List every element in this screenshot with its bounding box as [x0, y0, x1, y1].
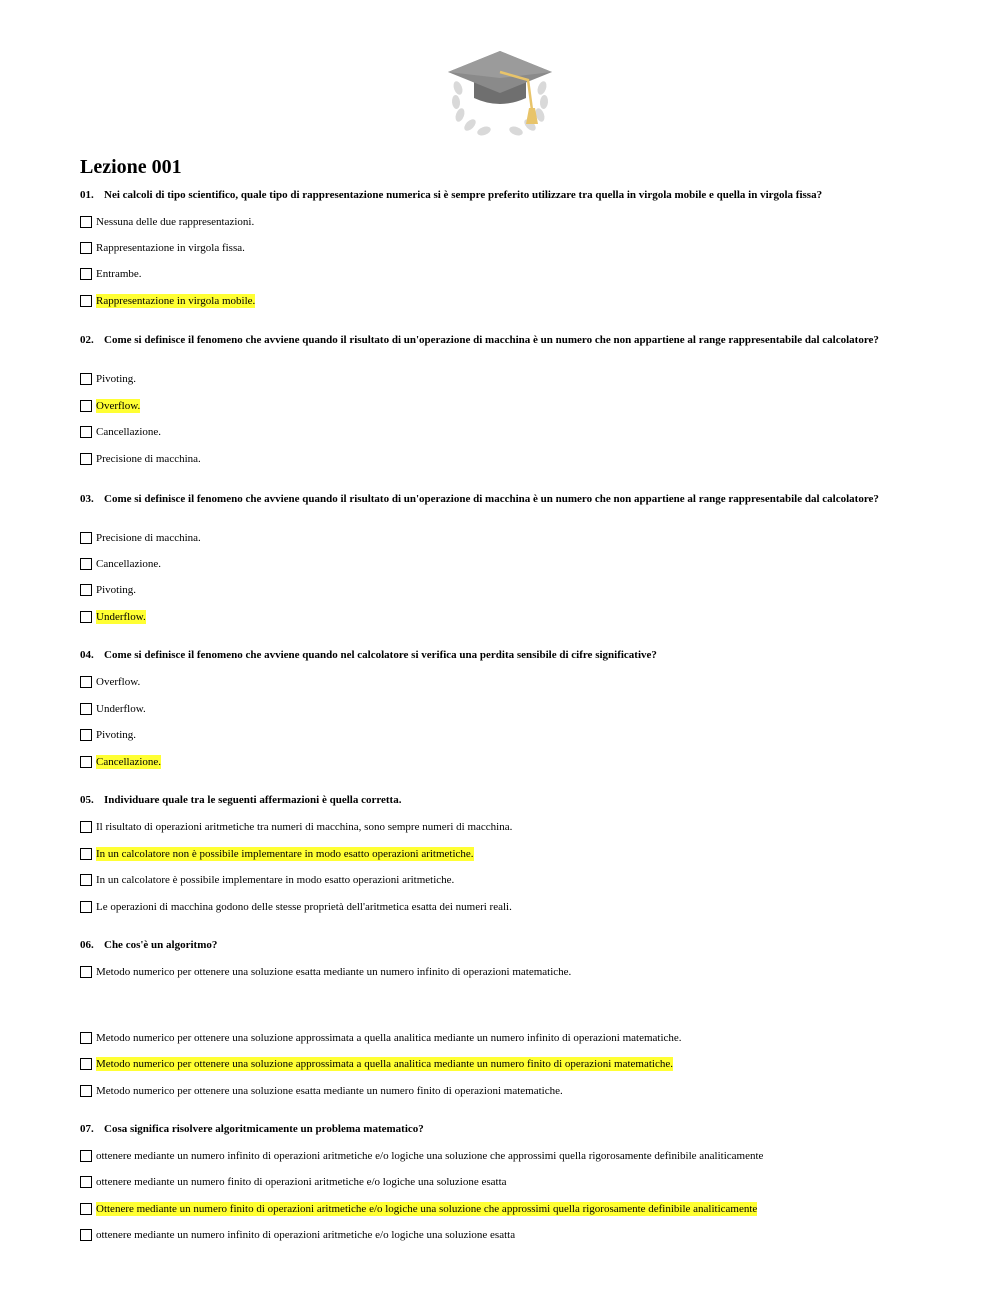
- question-7: [80, 1122, 920, 1245]
- answer-label: Underflow.: [96, 703, 146, 715]
- question-number: 02.: [80, 334, 94, 346]
- answer-checkbox[interactable]: [80, 1176, 92, 1188]
- answer-option[interactable]: [80, 819, 512, 835]
- answer-label: Precisione di macchina.: [96, 532, 201, 544]
- answer-option[interactable]: [80, 451, 201, 467]
- answer-checkbox[interactable]: [80, 268, 92, 280]
- answer-label: Entrambe.: [96, 268, 142, 280]
- answer-checkbox[interactable]: [80, 1150, 92, 1162]
- question-number: 04.: [80, 649, 94, 661]
- question-body: Individuare quale tra le seguenti affermazioni è quella corretta.: [104, 794, 402, 806]
- answer-label: ottenere mediante un numero infinito di operazioni aritmetiche e/o logiche una soluzione che approssimi quella rigorosamente definibile analiticamente: [96, 1150, 764, 1162]
- answer-label: Cancellazione.: [96, 558, 162, 570]
- answer-option[interactable]: [80, 609, 146, 625]
- answer-option[interactable]: [80, 674, 140, 690]
- answer-checkbox[interactable]: [80, 821, 92, 833]
- question-text: [80, 333, 920, 347]
- answer-checkbox[interactable]: [80, 729, 92, 741]
- answer-label-correct: Cancellazione.: [96, 756, 162, 768]
- answer-option[interactable]: [80, 266, 142, 282]
- question-number: 07.: [80, 1123, 94, 1135]
- question-body: Come si definisce il fenomeno che avviene quando il risultato di un'operazione di macchina è un numero che non appartiene al range rappresentabile dal calcolatore?: [104, 493, 879, 505]
- answer-label: Le operazioni di macchina godono delle stesse proprietà dell'aritmetica esatta dei numeri reali.: [96, 901, 512, 913]
- question-1: [80, 188, 920, 311]
- question-text: [80, 1122, 920, 1136]
- answer-option[interactable]: [80, 293, 255, 309]
- answer-label: Cancellazione.: [96, 426, 162, 438]
- answer-option[interactable]: [80, 214, 254, 230]
- answer-option[interactable]: [80, 240, 245, 256]
- answer-label: Metodo numerico per ottenere una soluzione approssimata a quella analitica mediante un numero infinito di operazioni matematiche.: [96, 1032, 682, 1044]
- answer-checkbox[interactable]: [80, 676, 92, 688]
- answer-option[interactable]: [80, 556, 161, 572]
- answer-option[interactable]: [80, 899, 512, 915]
- answer-option[interactable]: [80, 530, 201, 546]
- answer-checkbox[interactable]: [80, 373, 92, 385]
- answer-checkbox[interactable]: [80, 532, 92, 544]
- answer-option[interactable]: [80, 1174, 507, 1190]
- question-body: Nei calcoli di tipo scientifico, quale tipo di rappresentazione numerica si è sempre preferito utilizzare tra quella in virgola mobile e quella in virgola fissa?: [104, 189, 823, 201]
- answer-checkbox[interactable]: [80, 584, 92, 596]
- question-text: [80, 648, 920, 662]
- answer-checkbox[interactable]: [80, 400, 92, 412]
- answer-label: In un calcolatore è possibile implementare in modo esatto operazioni aritmetiche.: [96, 874, 455, 886]
- answer-label: Overflow.: [96, 676, 141, 688]
- question-4: [80, 648, 920, 772]
- question-text: [80, 492, 920, 506]
- answer-checkbox[interactable]: [80, 703, 92, 715]
- answer-checkbox[interactable]: [80, 756, 92, 768]
- answer-label-correct: Rappresentazione in virgola mobile.: [96, 295, 256, 307]
- answer-label-correct: Underflow.: [96, 611, 146, 623]
- answer-label: Nessuna delle due rappresentazioni.: [96, 216, 255, 228]
- answer-label: Metodo numerico per ottenere una soluzione esatta mediante un numero infinito di operazioni matematiche.: [96, 966, 572, 978]
- graduation-cap-icon: [444, 48, 556, 138]
- answer-checkbox[interactable]: [80, 1229, 92, 1241]
- question-2: [80, 333, 920, 469]
- answer-option[interactable]: [80, 1201, 757, 1217]
- question-number: 03.: [80, 493, 94, 505]
- answer-checkbox[interactable]: [80, 453, 92, 465]
- question-number: 05.: [80, 794, 94, 806]
- question-text: [80, 188, 920, 202]
- answer-option[interactable]: [80, 1083, 563, 1099]
- answer-label: Rappresentazione in virgola fissa.: [96, 242, 245, 254]
- question-6: [80, 938, 920, 1101]
- answer-checkbox[interactable]: [80, 1058, 92, 1070]
- answer-label: Pivoting.: [96, 373, 137, 385]
- answer-label-correct: Metodo numerico per ottenere una soluzione approssimata a quella analitica mediante un numero finito di operazioni matematiche.: [96, 1058, 673, 1070]
- answer-label: Precisione di macchina.: [96, 453, 201, 465]
- answer-checkbox[interactable]: [80, 295, 92, 307]
- question-text: [80, 938, 920, 952]
- answer-option[interactable]: [80, 1227, 515, 1243]
- answer-label: ottenere mediante un numero infinito di operazioni aritmetiche e/o logiche una soluzione esatta: [96, 1229, 516, 1241]
- answer-checkbox[interactable]: [80, 216, 92, 228]
- answer-checkbox[interactable]: [80, 1203, 92, 1215]
- answer-label: Pivoting.: [96, 584, 137, 596]
- answer-label: Metodo numerico per ottenere una soluzione esatta mediante un numero finito di operazioni matematiche.: [96, 1085, 563, 1097]
- question-5: [80, 793, 920, 917]
- answer-option[interactable]: [80, 424, 161, 440]
- answer-checkbox[interactable]: [80, 242, 92, 254]
- answer-checkbox[interactable]: [80, 1085, 92, 1097]
- question-3: [80, 492, 920, 627]
- question-text: [80, 793, 920, 807]
- answer-checkbox[interactable]: [80, 966, 92, 978]
- answer-label: ottenere mediante un numero finito di operazioni aritmetiche e/o logiche una soluzione esatta: [96, 1176, 507, 1188]
- answer-option[interactable]: [80, 701, 146, 717]
- answer-checkbox[interactable]: [80, 901, 92, 913]
- question-body: Come si definisce il fenomeno che avviene quando nel calcolatore si verifica una perdita sensibile di cifre significative?: [104, 649, 657, 661]
- answer-option[interactable]: [80, 964, 571, 980]
- answer-checkbox[interactable]: [80, 1032, 92, 1044]
- answer-option[interactable]: [80, 754, 161, 770]
- answer-checkbox[interactable]: [80, 558, 92, 570]
- answer-option[interactable]: [80, 398, 140, 414]
- question-number: 01.: [80, 189, 94, 201]
- answer-checkbox[interactable]: [80, 611, 92, 623]
- question-number: 06.: [80, 939, 94, 951]
- question-body: Come si definisce il fenomeno che avviene quando il risultato di un'operazione di macchina è un numero che non appartiene al range rappresentabile dal calcolatore?: [104, 334, 879, 346]
- answer-label-correct: In un calcolatore non è possibile implementare in modo esatto operazioni aritmetiche.: [96, 848, 474, 860]
- answer-option[interactable]: [80, 1030, 682, 1046]
- question-body: Cosa significa risolvere algoritmicamente un problema matematico?: [104, 1123, 424, 1135]
- question-body: Che cos'è un algoritmo?: [104, 939, 218, 951]
- answer-option[interactable]: [80, 727, 136, 743]
- answer-checkbox[interactable]: [80, 874, 92, 886]
- answer-option[interactable]: [80, 846, 474, 862]
- answer-option[interactable]: [80, 872, 454, 888]
- answer-option[interactable]: [80, 1148, 763, 1164]
- answer-checkbox[interactable]: [80, 426, 92, 438]
- answer-label-correct: Overflow.: [96, 400, 141, 412]
- answer-option[interactable]: [80, 582, 136, 598]
- answer-option[interactable]: [80, 371, 136, 387]
- lesson-title: Lezione 001: [80, 156, 182, 178]
- answer-label: Il risultato di operazioni aritmetiche tra numeri di macchina, sono sempre numeri di macchina.: [96, 821, 513, 833]
- answer-label: Pivoting.: [96, 729, 137, 741]
- answer-label-correct: Ottenere mediante un numero finito di operazioni aritmetiche e/o logiche una soluzione che approssimi quella rigorosamente definibile analiticamente: [96, 1203, 758, 1215]
- answer-option[interactable]: [80, 1056, 673, 1072]
- answer-checkbox[interactable]: [80, 848, 92, 860]
